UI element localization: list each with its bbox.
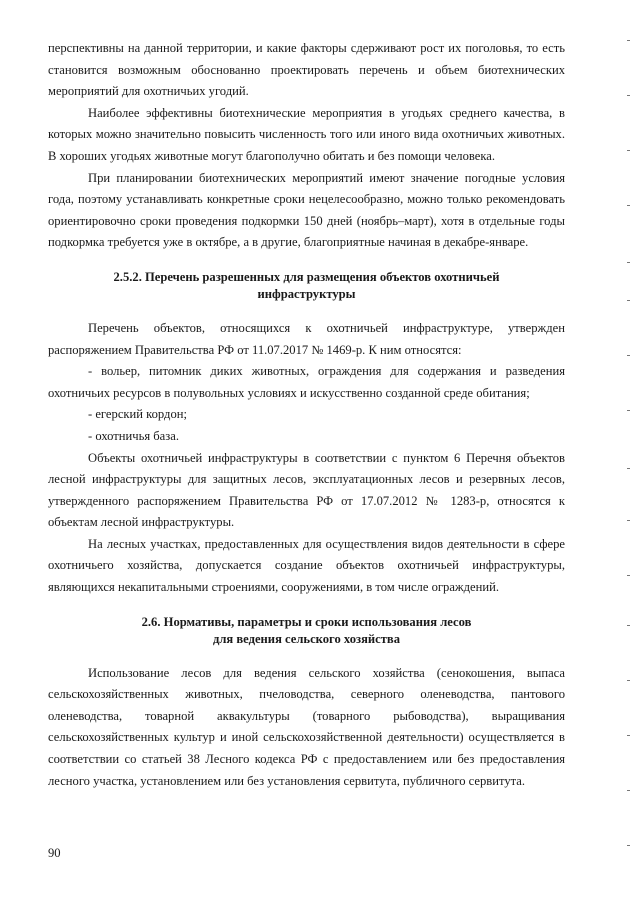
list-item-hunting-base: - охотничья база. [88, 428, 179, 443]
paragraph-infrastructure-intro: Перечень объектов, относящихся к охотничьей инфраструктуре, утвержден распоряжением Правительства РФ от 11.07.2017 № 1469-р. К ним относятся: [48, 320, 565, 357]
section-heading-2-6 [48, 614, 565, 648]
section-heading-2-5-2-line1: 2.5.2. Перечень разрешенных для размещения объектов охотничьей [113, 269, 500, 284]
list-item-ranger-cordon: - егерский кордон; [88, 407, 188, 422]
paragraph-continuation: перспективны на данной территории, и какие факторы сдерживают рост их поголовья, то есть становится возможным обоснованно проектировать перечень и объем биотехнических мероприятий для охотничьих угодий. [48, 41, 565, 99]
section-heading-2-6-line2: для ведения сельского хозяйства [212, 631, 401, 646]
page-number: 90 [48, 846, 61, 860]
paragraph-biotech-efficiency: Наиболее эффективны биотехнические мероприятия в угодьях среднего качества, в которых можно значительно повысить численность того или иного вида охотничьих животных. В хороших угодьях животные могут благополучно обитать и без помощи человека. [48, 105, 565, 163]
paragraph-agriculture-use: Использование лесов для ведения сельского хозяйства (сенокошения, выпаса сельскохозяйственных животных, пчеловодства, северного оленеводства, пантового оленеводства, товарной аквакультуры (товарного рыбоводства), выращивания сельскохозяйственных культур и иной сельскохозяйственной деятельности) осуществляется в соответствии со статьей 38 Лесного кодекса РФ с предоставлением или без предоставления лесного участка, установлением или без установления сервитута, публичного сервитута. [48, 665, 565, 788]
section-heading-2-6-line1: 2.6. Нормативы, параметры и сроки использования лесов [141, 614, 472, 629]
list-item-enclosure: - вольер, питомник диких животных, ограждения для содержания и разведения охотничьих ресурсов в полувольных условиях и искусственно созданной среде обитания; [48, 364, 565, 400]
margin-scan-marks [624, 0, 630, 905]
page-body [48, 38, 565, 792]
section-heading-2-5-2-line2: инфраструктуры [257, 286, 356, 301]
paragraph-weather-planning: При планировании биотехнических мероприятий имеют значение погодные условия года, поэтому устанавливать конкретные сроки нецелесообразно, можно только рекомендовать ориентировочно сроки проведения подкормки 150 дней (ноябрь–март), хотя в отдельные годы подкормка требуется уже в октябре, а в другие, благоприятные начиная в декабре-январе. [48, 170, 565, 250]
paragraph-leased-plots: На лесных участках, предоставленных для осуществления видов деятельности в сфере охотничьего хозяйства, допускается создание объектов охотничьей инфраструктуры, являющихся некапитальными строениями, сооружениями, в том числе ограждений. [48, 536, 565, 595]
section-heading-2-5-2 [48, 269, 565, 303]
paragraph-forest-infrastructure: Объекты охотничьей инфраструктуры в соответствии с пунктом 6 Перечня объектов лесной инфраструктуры для защитных лесов, эксплуатационных лесов и резервных лесов, утвержденного распоряжением Правительства РФ от 17.07.2012 № 1283-р, относятся к объектам лесной инфраструктуры. [48, 450, 565, 530]
